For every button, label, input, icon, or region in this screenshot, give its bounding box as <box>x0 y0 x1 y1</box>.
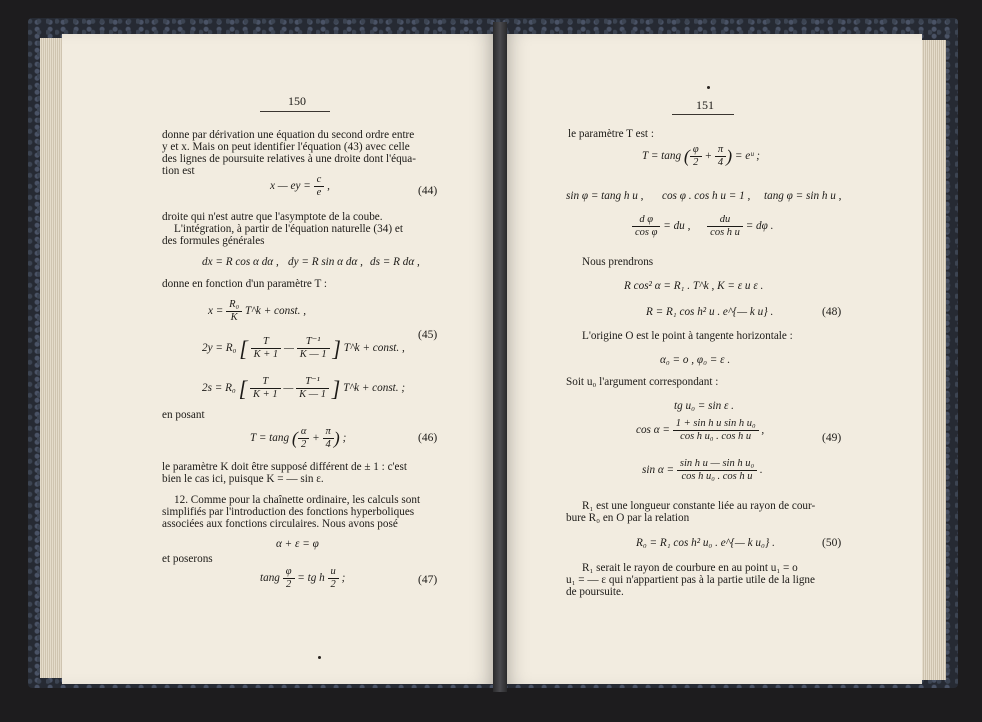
equation-T: T = tang ( $\frac{\varphi}{2}$ + $\frac{\pi}{4}$ ) = eᵘ ; <box>642 144 761 168</box>
equation-tag: (48) <box>822 306 842 318</box>
equation-tag: (46) <box>418 432 438 444</box>
page-number: 151 <box>696 98 714 112</box>
equation-45b: 2y = R₀ [ $\frac{T}{K + 1}$ — $\frac{\text{T⁻¹}}{K — 1}$ ] T^k + const. , <box>202 336 405 361</box>
text-line: R₁ est une longueur constante liée au rayon de cour- <box>582 500 816 512</box>
equation-49: cos α = $\frac{\text{1 + sin h u sin h u₀}}{\text{cos h u₀ . cos h u}}$ , <box>636 418 765 442</box>
text-line: bure R₀ en O par la relation <box>566 512 690 524</box>
equation-tag: (47) <box>418 574 438 586</box>
equation-45a: x = $\frac{\text{R₀}}{K}$ T^k + const. , <box>208 299 307 323</box>
equation-47: tang $\frac{\varphi}{2}$ = tg h $\frac{u}{2}$ ; <box>260 566 346 590</box>
text-line: le paramètre K doit être supposé différent de ± 1 : c'est <box>162 461 407 473</box>
equation-diff: $\frac{\text{d φ}}{\text{cos φ}}$ = du , $\frac{du}{\text{cos h u}}$ = dφ . <box>632 214 773 239</box>
page-number-rule <box>672 114 734 115</box>
formula: tang φ = sin h u , <box>764 190 842 202</box>
text-line: Soit u₀ l'argument correspondant : <box>566 376 719 388</box>
equation-sin: sin α = $\frac{\text{sin h u — sin h u₀}}{\text{cos h u₀ . cos h u}}$ . <box>642 458 763 482</box>
equation-tg: tg u₀ = sin ε . <box>674 400 734 412</box>
left-page <box>62 34 497 684</box>
text-line: en posant <box>162 409 205 421</box>
page-edges-right <box>920 40 946 680</box>
formula: sin φ = tang h u , <box>566 190 644 202</box>
text-line: tion est <box>162 165 195 177</box>
equation-tag: (45) <box>418 329 438 341</box>
text-line: de poursuite. <box>566 586 624 598</box>
equation-46: T = tang ( $\frac{\alpha}{2}$ + $\frac{\pi}{4}$ ) ; <box>250 426 347 450</box>
equation-sum: α + ε = φ <box>276 538 319 550</box>
text-line: simplifiés par l'introduction des fonctions hyperboliques <box>162 506 415 518</box>
formula: ds = R dα , <box>370 256 420 268</box>
equation-45c: 2s = R₀ [ $\frac{T}{K + 1}$ — $\frac{\text{T⁻¹}}{K — 1}$ ] T^k + const. ; <box>202 376 406 401</box>
text-line: des formules générales <box>162 235 265 247</box>
text-line: u₁ = — ε qui n'appartient pas à la partie utile de la ligne <box>566 574 815 586</box>
text-line: le paramètre T est : <box>568 128 654 140</box>
text-line: L'origine O est le point à tangente horizontale : <box>582 330 793 342</box>
page-number: 150 <box>288 94 306 108</box>
equation-48: R = R₁ cos h² u . e^{— k u} . <box>646 306 774 318</box>
text-line: associées aux fonctions circulaires. Nous avons posé <box>162 518 398 530</box>
equation-44: x — ey = $\frac{c}{e}$ , <box>270 174 330 198</box>
text-line: bien le cas ici, puisque K = — sin ε. <box>162 473 324 485</box>
formula: dy = R sin α dα , <box>288 256 363 268</box>
text-line: droite qui n'est autre que l'asymptote de la coube. <box>162 211 383 223</box>
formula: cos φ . cos h u = 1 , <box>662 190 751 202</box>
text-line: et poserons <box>162 553 213 565</box>
equation-50: R₀ = R₁ cos h² u₀ . e^{— k u₀} . <box>636 537 775 549</box>
text-line: L'intégration, à partir de l'équation naturelle (34) et <box>174 223 403 235</box>
text-line: donne en fonction d'un paramètre T : <box>162 278 328 290</box>
text-line: R₁ serait le rayon de courbure en au point u₁ = o <box>582 562 798 574</box>
formula: dx = R cos α dα , <box>202 256 279 268</box>
equation-tag: (44) <box>418 185 438 197</box>
page-number-rule <box>260 111 330 112</box>
equation-Rcos: R cos² α = R₁ . T^k , K = ε u ε . <box>624 280 764 292</box>
text-line: donne par dérivation une équation du second ordre entre <box>162 129 415 141</box>
book-spine <box>493 22 507 692</box>
page-edges-left <box>40 38 64 678</box>
text-line: Nous prendrons <box>582 256 654 268</box>
equation-origin: α₀ = o , φ₀ = ε . <box>660 354 731 366</box>
equation-tag: (50) <box>822 537 842 549</box>
text-line: des lignes de poursuite relatives à une droite dont l'équa- <box>162 153 416 165</box>
text-line: y et x. Mais on peut identifier l'équation (43) avec celle <box>162 141 410 153</box>
right-page <box>502 34 922 684</box>
page-mark <box>707 86 710 89</box>
page-mark <box>318 656 321 659</box>
text-line: 12. Comme pour la chaînette ordinaire, les calculs sont <box>174 494 421 506</box>
equation-tag: (49) <box>822 432 842 444</box>
